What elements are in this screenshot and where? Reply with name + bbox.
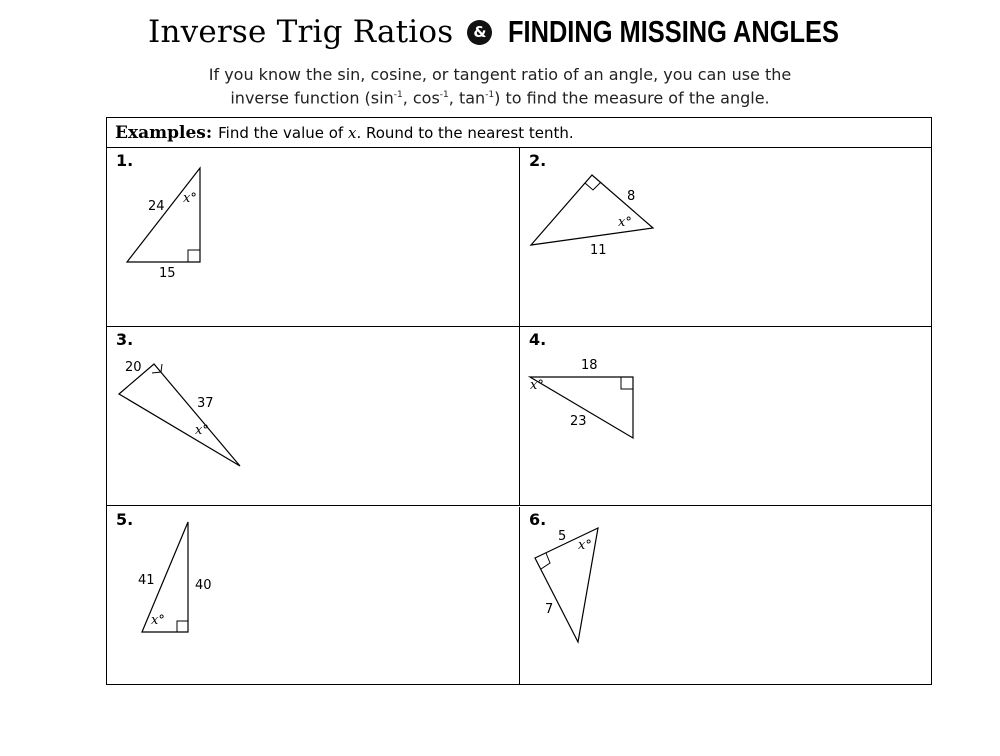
- subtitle: [0, 64, 1000, 108]
- problem-number: 4.: [529, 330, 547, 349]
- problem-cell-5: [107, 507, 520, 684]
- superscript-inverse: -1: [393, 90, 403, 100]
- right-angle-marker: [177, 621, 188, 632]
- triangle-diagram-1: [107, 148, 519, 326]
- subtitle-text-part: , tan: [448, 88, 486, 108]
- problem-number: 3.: [116, 330, 134, 349]
- subtitle-line-1: If you know the sin, cosine, or tangent ratio of an angle, you can use the: [208, 65, 792, 84]
- problem-cell-3: [107, 327, 520, 506]
- triangle-diagram-4: [520, 327, 930, 505]
- right-angle-marker: [585, 182, 601, 190]
- right-angle-marker: [152, 364, 162, 373]
- problem-number: 5.: [116, 510, 134, 529]
- triangle-diagram-5: [107, 507, 519, 683]
- subtitle-text-part: , cos: [402, 88, 440, 108]
- superscript-inverse: -1: [485, 90, 495, 100]
- problem-cell-2: [520, 148, 931, 327]
- side-label: 41: [138, 573, 155, 588]
- triangle-diagram-2: [520, 148, 930, 326]
- subtitle-line-2: [0, 85, 1000, 108]
- examples-table: [106, 117, 932, 685]
- side-label: 15: [159, 266, 176, 281]
- worksheet-title: [0, 14, 1000, 50]
- side-label: 20: [125, 360, 142, 375]
- side-label: 18: [581, 358, 598, 373]
- examples-header: [107, 118, 931, 148]
- examples-label: Examples:: [115, 123, 213, 143]
- right-angle-marker: [188, 250, 200, 262]
- side-label: 23: [570, 414, 587, 429]
- triangle-shape: [127, 168, 200, 262]
- triangle-shape: [531, 175, 653, 245]
- side-label: 11: [590, 243, 607, 258]
- problem-cell-1: [107, 148, 520, 327]
- problem-number: 6.: [529, 510, 547, 529]
- title-inverse-trig-ratios: Inverse Trig Ratios: [148, 14, 454, 50]
- angle-label: x°: [195, 423, 209, 438]
- triangle-diagram-3: [107, 327, 519, 505]
- problem-cell-4: [520, 327, 931, 506]
- triangle-diagram-6: [520, 507, 930, 683]
- subtitle-text-part: ) to find the measure of the angle.: [494, 88, 770, 108]
- superscript-inverse: -1: [439, 90, 449, 100]
- problem-number: 1.: [116, 151, 134, 170]
- instruction-variable: x: [347, 124, 357, 142]
- right-angle-marker: [621, 377, 633, 389]
- angle-label: x°: [151, 613, 165, 628]
- problem-number: 2.: [529, 151, 547, 170]
- side-label: 7: [545, 602, 554, 617]
- side-label: 8: [627, 189, 636, 204]
- ampersand-badge: &: [467, 20, 492, 45]
- angle-label: x°: [578, 538, 592, 553]
- angle-label: x°: [183, 191, 197, 206]
- side-label: 24: [148, 199, 165, 214]
- triangle-shape: [119, 364, 240, 466]
- side-label: 5: [558, 529, 567, 544]
- angle-label: x°: [530, 378, 544, 393]
- subtitle-text-part: inverse function (sin: [230, 88, 394, 108]
- side-label: 37: [197, 396, 214, 411]
- instruction-text: Find the value of: [218, 124, 348, 142]
- angle-label: x°: [618, 215, 632, 230]
- examples-instruction: [218, 124, 574, 142]
- right-angle-marker: [541, 553, 550, 569]
- title-finding-missing-angles: FINDING MISSING ANGLES: [508, 14, 840, 49]
- problem-cell-6: [520, 507, 931, 684]
- instruction-text: . Round to the nearest tenth.: [356, 124, 574, 142]
- side-label: 40: [195, 578, 212, 593]
